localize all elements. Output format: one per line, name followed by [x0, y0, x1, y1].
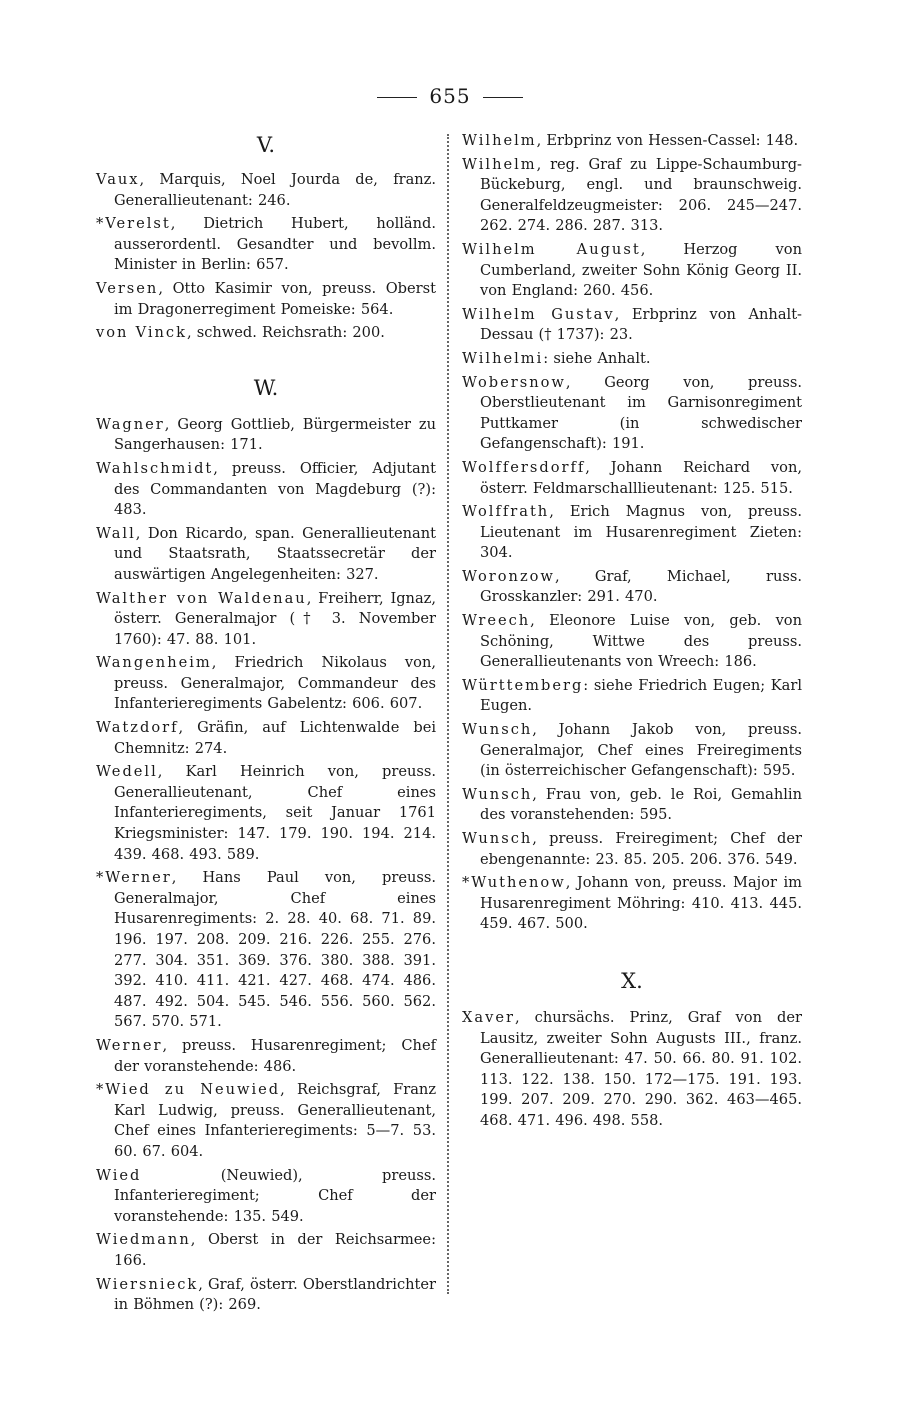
entry-text: , Eleonore Luise von, geb. von Schöning, Wittwe des preuss. Generallieutenants von Wreech: 186.	[480, 612, 802, 671]
index-entry	[96, 279, 436, 320]
entry-name: Wilhelm	[462, 132, 537, 149]
index-entry	[96, 214, 436, 276]
section-heading-w: W.	[253, 375, 279, 400]
entry-text: , schwed. Reichsrath: 200.	[186, 324, 385, 342]
entry-text: , Johann Reichard von, österr. Feldmarschalllieutenant: 125. 515.	[480, 458, 802, 497]
entry-text: , Marquis, Noel Jourda de, franz. Generallieutenant: 246.	[114, 171, 436, 209]
index-entry	[96, 459, 436, 521]
right-column	[462, 131, 802, 1135]
entry-name: Wilhelm Gustav	[462, 305, 615, 323]
index-entry	[462, 305, 802, 346]
entry-name: *Verelst	[96, 215, 171, 233]
index-entry	[462, 567, 802, 608]
index-entry	[96, 653, 436, 715]
entry-text: , Georg von, preuss. Oberstlieutenant im Garnisonregiment Puttkamer (in schwedischer Gefangenschaft): 191.	[480, 373, 802, 453]
entry-name: Wobersnow	[462, 373, 566, 391]
index-entry	[96, 323, 436, 344]
index-entry	[96, 1080, 436, 1162]
entry-text: , Erich Magnus von, preuss. Lieutenant im Husarenregiment Zieten: 304.	[480, 503, 802, 562]
entry-text: , preuss. Husarenregiment; Chef der voranstehende: 486.	[114, 1036, 436, 1075]
entry-text: , Erbprinz von Anhalt-Dessau († 1737): 23.	[480, 305, 802, 344]
entry-name: Watzdorf	[96, 719, 179, 737]
entry-text: , Graf, österr. Oberstlandrichter in Böhmen (?): 269.	[114, 1275, 436, 1314]
entry-name: Vaux	[96, 171, 140, 188]
entry-text: , preuss. Freiregiment; Chef der ebengenannte: 23. 85. 205. 206. 376. 549.	[480, 830, 802, 868]
index-entry	[96, 1230, 436, 1271]
entry-name: Wedell	[96, 763, 158, 781]
index-entry	[462, 720, 802, 782]
entry-name: *Wuthenow	[462, 874, 566, 892]
entry-name: Wunsch	[462, 785, 533, 803]
entry-name: von Vinck	[96, 324, 187, 342]
entry-name: Wunsch	[462, 830, 533, 847]
page-number: 655	[429, 84, 471, 108]
entry-name: Wolffersdorff	[462, 458, 586, 476]
entry-text: , preuss. Officier, Adjutant des Commandanten von Magdeburg (?): 483.	[114, 459, 436, 519]
index-entry	[96, 1275, 436, 1316]
entry-name: Wiedmann	[96, 1231, 191, 1249]
index-entry	[462, 131, 802, 152]
entry-name: Wagner	[96, 415, 165, 433]
entry-text: , Freiherr, Ignaz, österr. Generalmajor († 3. November 1760): 47. 88. 101.	[114, 589, 436, 648]
entry-text: , Friedrich Nikolaus von, preuss. Generalmajor, Commandeur des Infanterieregiments Gabelentz: 606. 607.	[114, 654, 436, 713]
entry-name: Wilhelmi	[462, 349, 544, 367]
entry-text: (Neuwied), preuss. Infanterieregiment; Chef der voranstehende: 135. 549.	[114, 1166, 436, 1225]
entry-text: , Otto Kasimir von, preuss. Oberst im Dragonerregiment Pomeiske: 564.	[114, 279, 436, 318]
index-entry	[462, 502, 802, 564]
index-entry	[96, 589, 436, 651]
index-entry	[96, 415, 436, 456]
index-entry	[96, 762, 436, 865]
entry-text: , Hans Paul von, preuss. Generalmajor, Chef eines Husarenregiments: 2. 28. 40. 68. 71. 89. 196. 197. 208. 209. 216. 226. 255. 276. 277. 304. 351. 369. 376. 380. 388. 391. 392. 410. 411. 421. 427. 468. 474. 486. 487. 492. 504. 545. 546. 556. 560. 562. 567. 570. 571.	[114, 869, 436, 1031]
entry-name: Wilhelm	[462, 155, 537, 173]
section-v	[96, 170, 436, 344]
entry-text: , Reichsgraf, Franz Karl Ludwig, preuss. Generallieutenant, Chef eines Infanterieregiments: 5—7. 53. 60. 67. 604.	[114, 1081, 437, 1160]
entry-name: Württemberg	[462, 676, 584, 694]
header-rule-left	[377, 97, 417, 98]
entry-text: , Dietrich Hubert, holländ. ausserordentl. Gesandter und bevollm. Minister in Berlin: 657.	[114, 215, 436, 274]
section-heading-x: X.	[621, 968, 643, 993]
entry-text: , Frau von, geb. le Roi, Gemahlin des voranstehenden: 595.	[480, 785, 802, 824]
index-entry	[462, 611, 802, 673]
page-header	[0, 84, 900, 108]
index-entry	[462, 349, 802, 370]
index-entry	[462, 155, 802, 237]
entry-text: , Herzog von Cumberland, zweiter Sohn König Georg II. von England: 260. 456.	[480, 240, 802, 300]
entry-name: Wied	[96, 1166, 142, 1184]
index-entry	[96, 868, 436, 1033]
index-entry	[462, 676, 802, 717]
entry-name: Wiersnieck	[96, 1275, 199, 1293]
entry-text: , Gräfin, auf Lichtenwalde bei Chemnitz: 274.	[114, 719, 436, 757]
index-entry	[462, 873, 802, 935]
entry-text: , Georg Gottlieb, Bürgermeister zu Sangerhausen: 171.	[114, 415, 436, 454]
section-w-continued	[462, 131, 802, 935]
entry-name: Wilhelm August	[462, 240, 641, 258]
section-w	[96, 415, 436, 1316]
entry-text: , Don Ricardo, span. Generallieutenant und Staatsrath, Staatssecretär der auswärtigen Angelegenheiten: 327.	[114, 524, 436, 583]
entry-name: Wall	[96, 524, 136, 542]
entry-name: Wahlschmidt	[96, 459, 214, 477]
index-entry	[462, 829, 802, 870]
entry-name: *Werner	[96, 869, 172, 887]
entry-name: Wangenheim	[96, 654, 212, 672]
entry-name: Wolffrath	[462, 503, 550, 521]
index-entry	[462, 458, 802, 499]
entry-name: Woronzow	[462, 567, 555, 585]
index-entry	[96, 170, 436, 211]
entry-name: *Wied zu Neuwied	[96, 1081, 281, 1099]
column-divider	[447, 134, 449, 1294]
entry-text: , Johann von, preuss. Major im Husarenregiment Möhring: 410. 413. 445. 459. 467. 500.	[480, 874, 802, 933]
index-entry	[96, 1166, 436, 1228]
entry-text: , Karl Heinrich von, preuss. Generallieutenant, Chef eines Infanterieregiments, seit Januar 1761 Kriegsminister: 147. 179. 190. 194. 214. 439. 468. 493. 589.	[114, 763, 436, 863]
entry-text: : siehe Friedrich Eugen; Karl Eugen.	[480, 676, 802, 715]
index-entry	[462, 373, 802, 455]
index-entry	[462, 1008, 802, 1132]
entry-text: , Oberst in der Reichsarmee: 166.	[114, 1231, 436, 1269]
entry-text: , Erbprinz von Hessen-Cassel: 148.	[536, 132, 799, 149]
section-heading-v: V.	[256, 133, 276, 157]
index-entry	[96, 718, 436, 759]
index-entry	[462, 240, 802, 302]
entry-name: Versen	[96, 279, 159, 297]
left-column	[96, 130, 436, 1319]
entry-name: Wreech	[462, 612, 531, 630]
entry-text: , chursächs. Prinz, Graf von der Lausitz, zweiter Sohn Augusts III., franz. Generallieutenant: 47. 50. 66. 80. 91. 102. 113. 122. 138. 150. 172—175. 191. 193. 199. 207. 209. 270. 290. 362. 463—465. 468. 471. 496. 498. 558.	[480, 1008, 802, 1129]
entry-text: , Graf, Michael, russ. Grosskanzler: 291. 470.	[480, 567, 802, 606]
index-entry	[462, 785, 802, 826]
index-entry	[96, 524, 436, 586]
entry-text: , reg. Graf zu Lippe-Schaumburg-Bückeburg, engl. und braunschweig. Generalfeldzeugmeister: 206. 245—247. 262. 274. 286. 287. 313.	[480, 155, 802, 235]
entry-text: : siehe Anhalt.	[543, 349, 651, 367]
entry-text: , Johann Jakob von, preuss. Generalmajor, Chef eines Freiregiments (in österreichischer Gefangenschaft): 595.	[480, 721, 802, 780]
index-entry	[96, 1036, 436, 1077]
section-x	[462, 1008, 802, 1132]
header-rule-right	[483, 97, 523, 98]
entry-name: Wunsch	[462, 721, 533, 739]
entry-name: Werner	[96, 1036, 163, 1054]
entry-name: Xaver	[462, 1008, 515, 1026]
entry-name: Walther von Waldenau	[96, 589, 307, 607]
